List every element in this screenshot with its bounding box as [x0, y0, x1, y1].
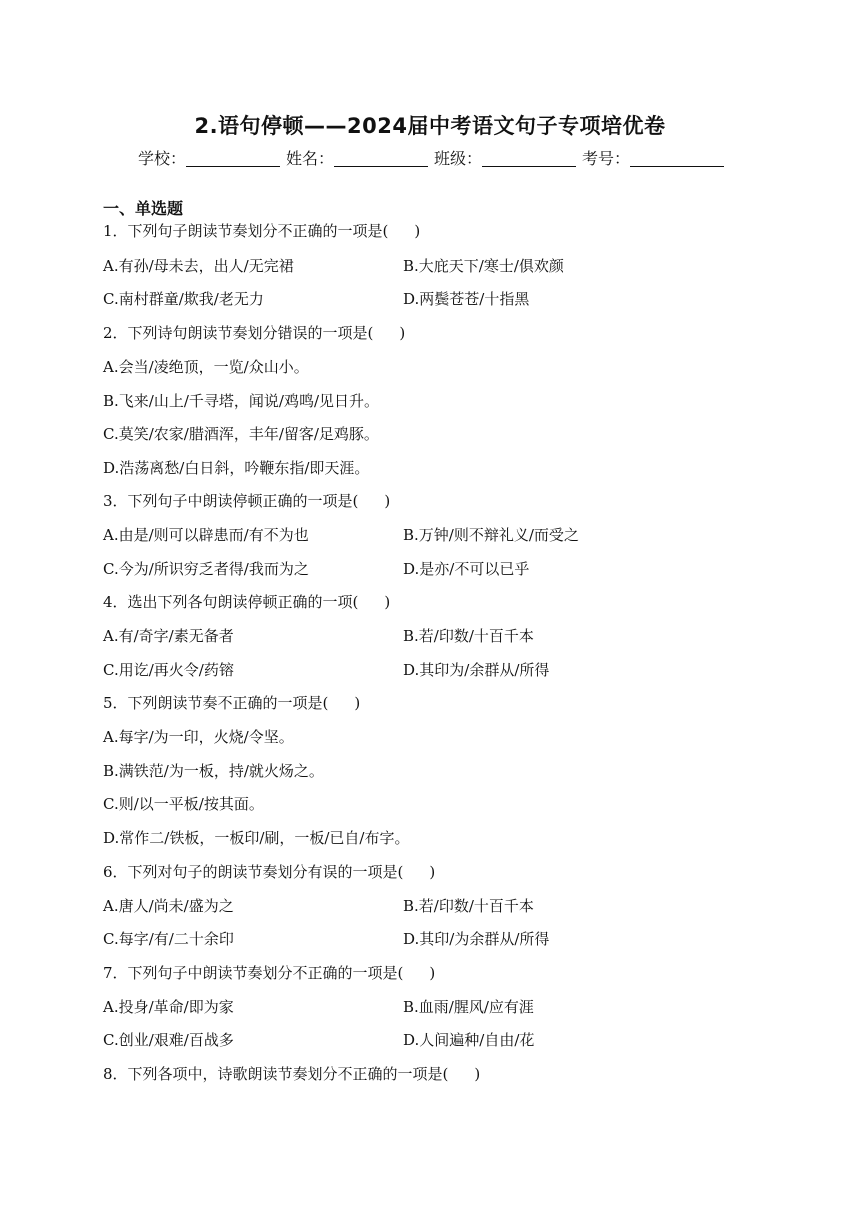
- option-a: A.有孙/母未去，出人/无完裙: [103, 257, 294, 275]
- question-stem: 1．下列句子朗读节奏划分不正确的一项是( ): [103, 222, 421, 240]
- number-label: 考号：: [582, 149, 631, 168]
- school-label: 学校：: [137, 149, 186, 168]
- option-b: B.血雨/腥风/应有涯: [403, 998, 534, 1016]
- question-stem: 6．下列对句子的朗读节奏划分有误的一项是( ): [103, 863, 436, 881]
- question-stem: 3．下列句子中朗读停顿正确的一项是( ): [103, 492, 391, 510]
- option-d: D.浩荡离愁/白日斜，吟鞭东指/即天涯。: [103, 459, 370, 477]
- option-d: D.其印/为余群从/所得: [403, 930, 550, 948]
- option-b: B.万钟/则不辩礼义/而受之: [403, 526, 579, 544]
- class-blank: [482, 152, 576, 167]
- option-a: A.由是/则可以辟患而/有不为也: [103, 526, 309, 544]
- school-blank: [186, 152, 280, 167]
- number-blank: [630, 152, 724, 167]
- option-a: A.投身/革命/即为家: [103, 998, 234, 1016]
- name-label: 姓名：: [285, 149, 334, 168]
- option-b: B.大庇天下/寒士/俱欢颜: [403, 257, 564, 275]
- option-d: D.是亦/不可以已乎: [403, 560, 530, 578]
- option-d: D.其印为/余群从/所得: [403, 661, 550, 679]
- name-blank: [334, 152, 428, 167]
- question-stem: 2．下列诗句朗读节奏划分错误的一项是( ): [103, 324, 406, 342]
- question-stem: 7．下列句子中朗读节奏划分不正确的一项是( ): [103, 964, 436, 982]
- option-c: C.每字/有/二十余印: [103, 930, 234, 948]
- option-d: D.常作二/铁板，一板印/刷，一板/已自/布字。: [103, 829, 410, 847]
- option-b: B.满铁范/为一板，持/就火炀之。: [103, 762, 324, 780]
- student-info-row: [0, 146, 860, 169]
- section-heading: 一、单选题: [103, 199, 184, 218]
- question-stem: 4．选出下列各句朗读停顿正确的一项( ): [103, 593, 391, 611]
- page-title: 2.语句停顿——2024届中考语文句子专项培优卷: [194, 114, 666, 138]
- option-b: B.若/印数/十百千本: [403, 627, 534, 645]
- option-d: D.人间遍种/自由/花: [403, 1031, 535, 1049]
- option-a: A.每字/为一印，火烧/令坚。: [103, 728, 294, 746]
- option-c: C.莫笑/农家/腊酒浑，丰年/留客/足鸡豚。: [103, 425, 379, 443]
- class-label: 班级：: [434, 149, 483, 168]
- option-c: C.南村群童/欺我/老无力: [103, 290, 264, 308]
- option-c: C.创业/艰难/百战多: [103, 1031, 234, 1049]
- option-a: A.会当/凌绝顶，一览/众山小。: [103, 358, 309, 376]
- question-stem: 5．下列朗读节奏不正确的一项是( ): [103, 694, 361, 712]
- question-stem: 8．下列各项中，诗歌朗读节奏划分不正确的一项是( ): [103, 1065, 481, 1083]
- option-a: A.有/奇字/素无备者: [103, 627, 234, 645]
- option-b: B.飞来/山上/千寻塔，闻说/鸡鸣/见日升。: [103, 392, 380, 410]
- option-a: A.唐人/尚未/盛为之: [103, 897, 234, 915]
- option-c: C.则/以一平板/按其面。: [103, 795, 264, 813]
- option-b: B.若/印数/十百千本: [403, 897, 534, 915]
- option-c: C.今为/所识穷乏者得/我而为之: [103, 560, 309, 578]
- option-d: D.两鬓苍苍/十指黑: [403, 290, 530, 308]
- option-c: C.用讫/再火令/药镕: [103, 661, 234, 679]
